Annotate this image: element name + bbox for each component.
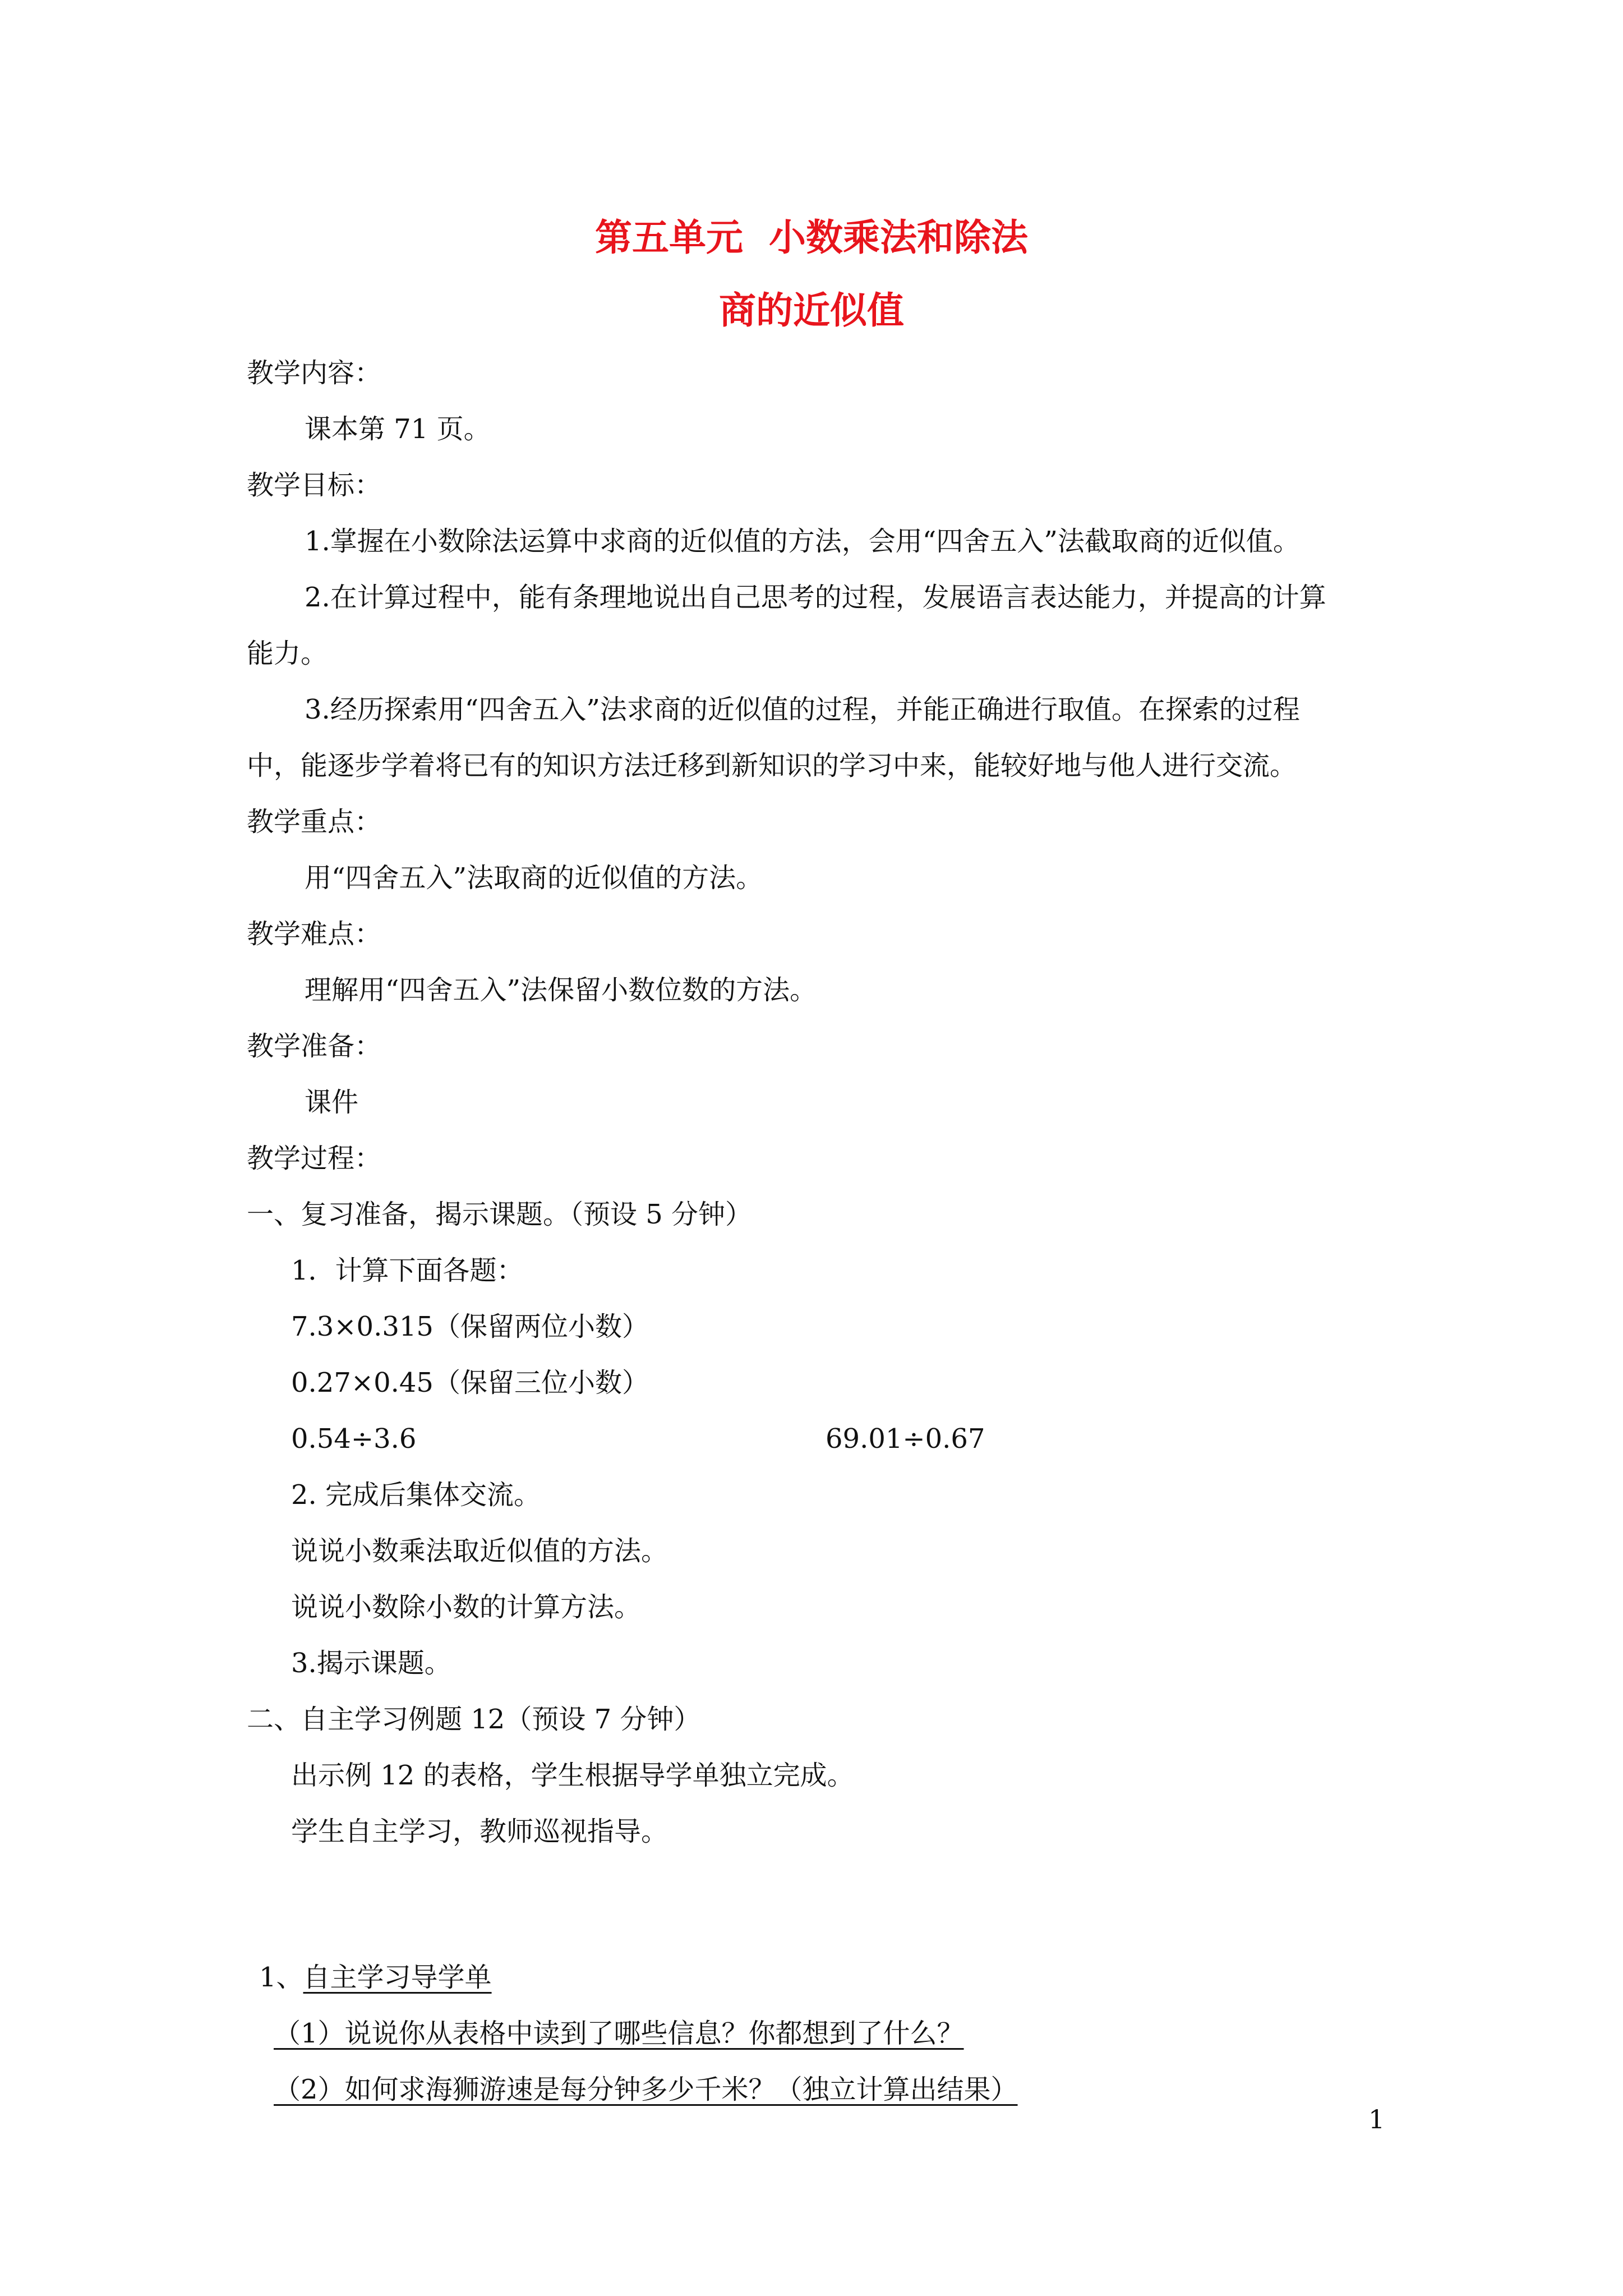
document-title: 第五单元 小数乘法和除法 [595, 215, 1028, 259]
key-text: 用“四舍五入”法取商的近似值的方法。 [305, 862, 763, 894]
s2-line-1: 出示例 12 的表格，学生根据导学单独立完成。 [291, 1760, 854, 1791]
goal-2-line1: 2.在计算过程中，能有条理地说出自己思考的过程，发展语言表达能力，并提高的计算 [305, 582, 1326, 613]
s1-calc-row [291, 1419, 1076, 1458]
s1-item-1: 1．计算下面各题： [291, 1255, 524, 1286]
page-number: 1 [1368, 2104, 1385, 2134]
guide-title: 自主学习导学单 [303, 1962, 492, 1993]
guide-question-2: （2）如何求海狮游速是每分钟多少千米？（独立计算出结果） [274, 2074, 1018, 2105]
key-heading: 教学重点： [247, 806, 382, 838]
content-text: 课本第 71 页。 [305, 413, 491, 445]
prep-heading: 教学准备： [247, 1030, 382, 1062]
s1-calc-1: 7.3×0.315（保留两位小数） [291, 1311, 649, 1342]
s1-talk-2: 说说小数除小数的计算方法。 [291, 1591, 642, 1623]
s1-item-3: 3.揭示课题。 [291, 1648, 451, 1679]
s1-talk-1: 说说小数乘法取近似值的方法。 [291, 1535, 668, 1567]
process-heading: 教学过程： [247, 1143, 382, 1174]
s1-calc-3b: 69.01÷0.67 [826, 1423, 985, 1455]
guide-number: 1、 [259, 1962, 303, 1993]
section-2-heading: 二、自主学习例题 12（预设 7 分钟） [247, 1704, 701, 1735]
difficulty-text: 理解用“四舍五入”法保留小数位数的方法。 [305, 974, 817, 1006]
s2-line-2: 学生自主学习，教师巡视指导。 [291, 1816, 668, 1847]
prep-text: 课件 [305, 1087, 359, 1118]
goals-heading: 教学目标： [247, 470, 382, 501]
goal-1: 1.掌握在小数除法运算中求商的近似值的方法，会用“四舍五入”法截取商的近似值。 [305, 526, 1300, 557]
difficulty-heading: 教学难点： [247, 918, 382, 950]
s1-calc-2: 0.27×0.45（保留三位小数） [291, 1367, 649, 1398]
goal-3-line2: 中，能逐步学着将已有的知识方法迁移到新知识的学习中来，能较好地与他人进行交流。 [247, 750, 1297, 781]
s1-calc-3a: 0.54÷3.6 [291, 1423, 417, 1455]
goal-2-line2: 能力。 [247, 638, 328, 669]
guide-question-1: （1）说说你从表格中读到了哪些信息？你都想到了什么？ [274, 2018, 964, 2049]
document-subtitle: 商的近似值 [719, 288, 904, 332]
goal-3-line1: 3.经历探索用“四舍五入”法求商的近似值的过程，并能正确进行取值。在探索的过程 [305, 694, 1300, 725]
s1-item-2: 2. 完成后集体交流。 [291, 1479, 541, 1511]
content-heading: 教学内容： [247, 357, 382, 389]
guide-heading [259, 1958, 492, 1997]
section-1-heading: 一、复习准备，揭示课题。（预设 5 分钟） [247, 1199, 753, 1230]
